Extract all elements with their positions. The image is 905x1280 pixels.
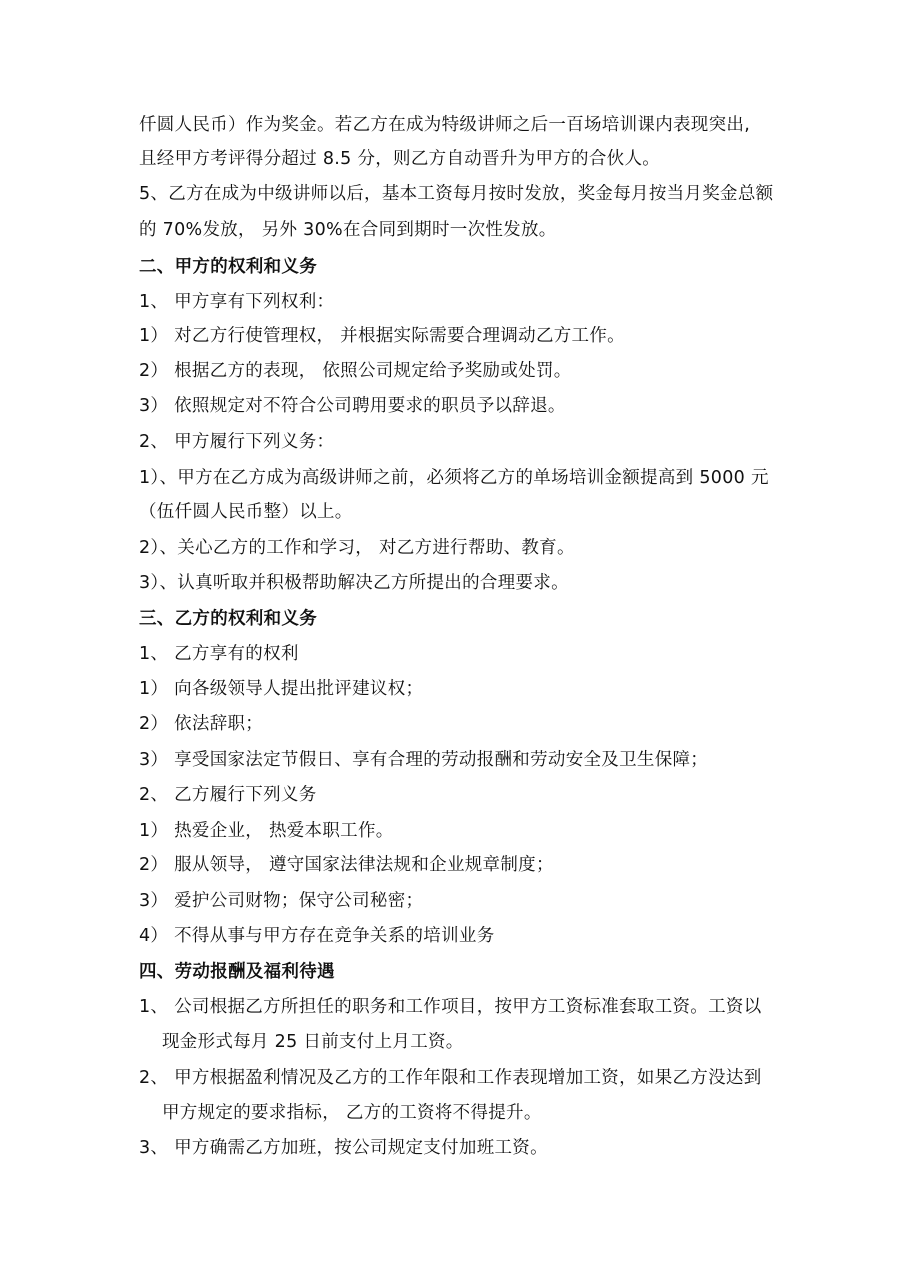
text-line: 1、 甲方享有下列权利： — [139, 292, 335, 312]
text-line: 1） 对乙方行使管理权， 并根据实际需要合理调动乙方工作。 — [139, 326, 625, 346]
text-line: 5、乙方在成为中级讲师以后，基本工资每月按时发放，奖金每月按当月奖金总额 — [139, 184, 774, 204]
text-line: 1） 热爱企业， 热爱本职工作。 — [139, 821, 394, 841]
text-line: 2） 根据乙方的表现， 依照公司规定给予奖励或处罚。 — [139, 361, 572, 381]
text-line: 2） 依法辞职； — [139, 714, 264, 734]
section-heading: 四、劳动报酬及福利待遇 — [139, 962, 335, 982]
text-line: 3） 享受国家法定节假日、享有合理的劳动报酬和劳动安全及卫生保障； — [139, 750, 709, 770]
section-heading: 三、乙方的权利和义务 — [139, 609, 317, 629]
text-line: 3） 爱护公司财物；保守公司秘密； — [139, 891, 424, 911]
text-line: 1）、甲方在乙方成为高级讲师之前，必须将乙方的单场培训金额提高到 5000 元 — [139, 468, 769, 488]
text-line: 且经甲方考评得分超过 8.5 分，则乙方自动晋升为甲方的合伙人。 — [139, 149, 661, 169]
text-line: 甲方规定的要求指标， 乙方的工资将不得提升。 — [162, 1103, 542, 1123]
text-line: 2） 服从领导， 遵守国家法律法规和企业规章制度； — [139, 855, 554, 875]
text-line: 3）、认真听取并积极帮助解决乙方所提出的合理要求。 — [139, 573, 569, 593]
section-heading: 二、甲方的权利和义务 — [139, 257, 317, 277]
text-line: 3、 甲方确需乙方加班，按公司规定支付加班工资。 — [139, 1138, 548, 1158]
text-line: 2、 甲方履行下列义务： — [139, 432, 335, 452]
text-line: 1、 公司根据乙方所担任的职务和工作项目，按甲方工资标准套取工资。工资以 — [139, 997, 762, 1017]
text-line: （伍仟圆人民币整）以上。 — [139, 502, 353, 522]
text-line: 仟圆人民币）作为奖金。若乙方在成为特级讲师之后一百场培训课内表现突出, — [139, 115, 751, 135]
text-line: 2）、关心乙方的工作和学习， 对乙方进行帮助、教育。 — [139, 538, 575, 558]
text-line: 4） 不得从事与甲方存在竞争关系的培训业务 — [139, 926, 495, 946]
text-line: 2、 乙方履行下列义务 — [139, 785, 317, 805]
text-line: 3） 依照规定对不符合公司聘用要求的职员予以辞退。 — [139, 396, 566, 416]
text-line: 的 70%发放， 另外 30%在合同到期时一次性发放。 — [139, 220, 557, 240]
text-line: 2、 甲方根据盈利情况及乙方的工作年限和工作表现增加工资，如果乙方没达到 — [139, 1068, 762, 1088]
text-line: 现金形式每月 25 日前支付上月工资。 — [162, 1032, 464, 1052]
text-line: 1） 向各级领导人提出批评建议权； — [139, 679, 424, 699]
text-line: 1、 乙方享有的权利 — [139, 644, 299, 664]
